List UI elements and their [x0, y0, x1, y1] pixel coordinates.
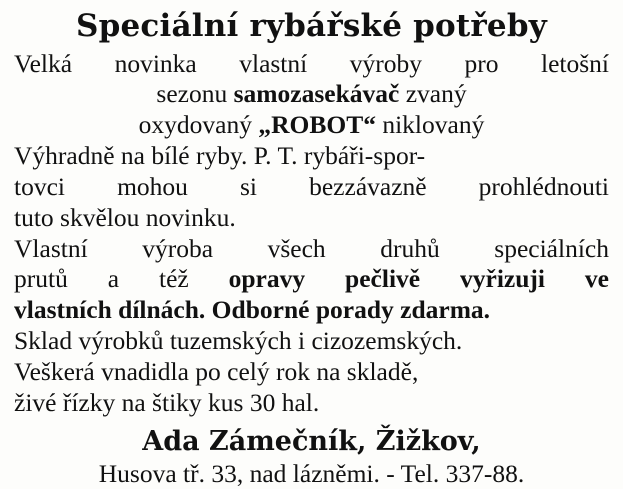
intro-line-2 — [14, 79, 609, 110]
product-name-samozasekavac: samozasekávač — [233, 79, 400, 109]
advertiser-address: Husova tř. 33, nad lázněmi. - Tel. 337-88. — [98, 458, 525, 488]
intro-line-1 — [14, 49, 609, 80]
intro-line-3-prefix: oxydovaný — [138, 110, 259, 140]
body-paragraph-3-line-1: Sklad výrobků tuzemských i cizozemských. — [14, 326, 463, 356]
intro-line-3-suffix: niklovaný — [375, 110, 485, 140]
body-paragraph-4-line-2: živé řízky na štiky kus 30 hal. — [14, 387, 320, 417]
body-paragraph-2-line-2-prefix: prutů a též — [14, 264, 229, 294]
body-paragraph-4-line-1: Veškerá vnadidla po celý rok na skladě, — [14, 356, 419, 386]
intro-line-2-prefix: sezonu — [156, 79, 234, 109]
intro-line-2-suffix: zvaný — [399, 79, 467, 109]
body-paragraph-2-line-2 — [14, 264, 609, 295]
body-paragraph-1-line-1: Výhradně na bílé ryby. P. T. rybáři-spor- — [14, 141, 426, 171]
advertiser-name: Ada Zámečník, Žižkov, — [142, 425, 481, 457]
body-paragraph-2-line-1: Vlastní výroba všech druhů speciálních — [14, 233, 609, 263]
body-paragraph-2-line-2-bold: opravy pečlivě vyřizuji ve — [228, 264, 609, 294]
intro-line-3 — [14, 110, 609, 141]
product-name-robot: „ROBOT“ — [258, 110, 376, 140]
body-paragraph-1-line-2: tovci mohou si bezzávazně prohlédnouti — [14, 171, 609, 201]
body-paragraph-1-line-3: tuto skvělou novinku. — [14, 202, 236, 232]
intro-line-1-text: Velká novinka vlastní výroby pro letošní — [14, 48, 609, 78]
ad-headline: Speciální rybářské potřeby — [76, 8, 547, 44]
body-paragraph-2-line-3: vlastních dílnách. Odborné porady zdarma. — [14, 295, 491, 325]
